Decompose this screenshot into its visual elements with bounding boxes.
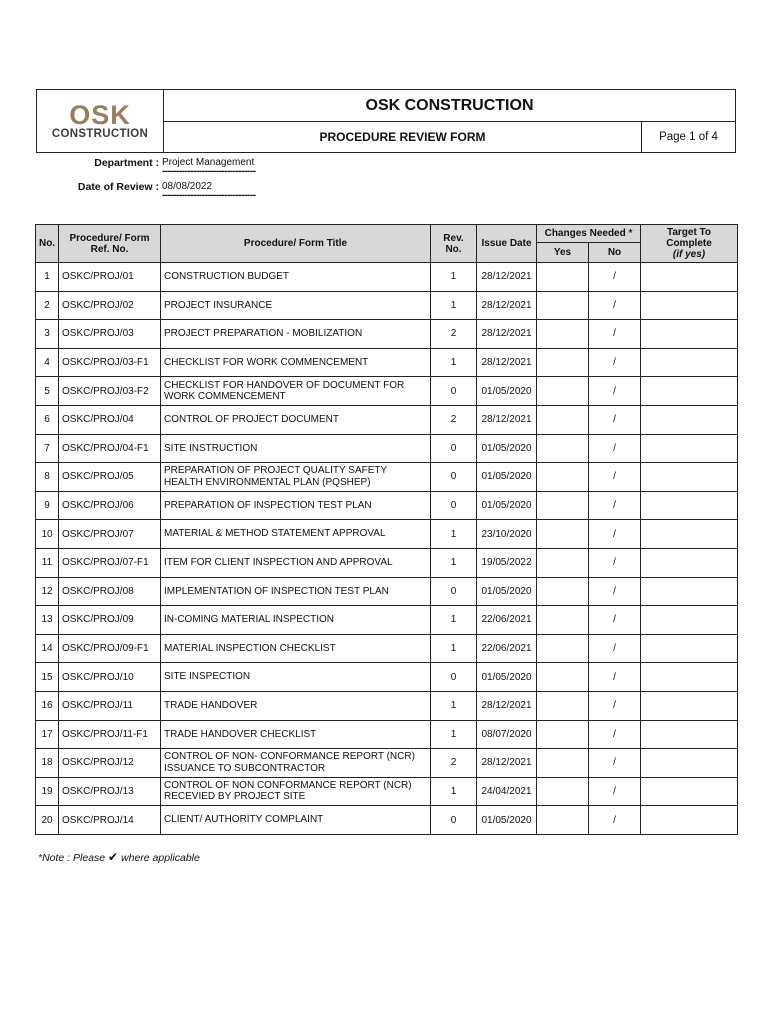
- target-date-cell: [641, 434, 738, 463]
- row-number: 12: [36, 577, 59, 606]
- target-date-cell: [641, 691, 738, 720]
- change-yes-cell: [537, 291, 589, 320]
- ref-number: OSKC/PROJ/09-F1: [59, 634, 161, 663]
- row-number: 5: [36, 377, 59, 406]
- table-row: [36, 777, 738, 806]
- issue-date: 28/12/2021: [477, 405, 537, 434]
- table-row: [36, 720, 738, 749]
- target-date-cell: [641, 291, 738, 320]
- form-header: [36, 89, 736, 153]
- issue-date: 28/12/2021: [477, 291, 537, 320]
- row-number: 7: [36, 434, 59, 463]
- ref-number: OSKC/PROJ/06: [59, 491, 161, 520]
- target-date-cell: [641, 320, 738, 349]
- col-header-changes: Changes Needed *: [537, 225, 641, 243]
- department-value: Project Management: [162, 157, 255, 168]
- row-number: 3: [36, 320, 59, 349]
- change-no-cell: /: [589, 491, 641, 520]
- ref-number: OSKC/PROJ/03-F2: [59, 377, 161, 406]
- change-no-cell: /: [589, 291, 641, 320]
- procedure-title: PROJECT PREPARATION - MOBILIZATION: [161, 320, 431, 349]
- revision-number: 0: [431, 463, 477, 492]
- procedure-title: TRADE HANDOVER CHECKLIST: [161, 720, 431, 749]
- ref-number: OSKC/PROJ/13: [59, 777, 161, 806]
- revision-number: 0: [431, 806, 477, 835]
- procedure-title: CONTROL OF PROJECT DOCUMENT: [161, 405, 431, 434]
- issue-date: 01/05/2020: [477, 491, 537, 520]
- target-date-cell: [641, 777, 738, 806]
- issue-date: 28/12/2021: [477, 691, 537, 720]
- revision-number: 0: [431, 434, 477, 463]
- change-no-cell: /: [589, 777, 641, 806]
- procedure-title: MATERIAL & METHOD STATEMENT APPROVAL: [161, 520, 431, 549]
- target-date-cell: [641, 548, 738, 577]
- ref-number: OSKC/PROJ/10: [59, 663, 161, 692]
- change-yes-cell: [537, 405, 589, 434]
- revision-number: 0: [431, 663, 477, 692]
- target-date-cell: [641, 806, 738, 835]
- change-yes-cell: [537, 320, 589, 349]
- row-number: 9: [36, 491, 59, 520]
- ref-number: OSKC/PROJ/05: [59, 463, 161, 492]
- company-logo: [37, 90, 164, 152]
- logo-text-bottom: CONSTRUCTION: [51, 127, 149, 140]
- col-header-rev: Rev. No.: [431, 225, 477, 263]
- table-row: [36, 491, 738, 520]
- issue-date: 01/05/2020: [477, 463, 537, 492]
- change-no-cell: /: [589, 320, 641, 349]
- procedure-title: PREPARATION OF INSPECTION TEST PLAN: [161, 491, 431, 520]
- target-date-cell: [641, 663, 738, 692]
- issue-date: 28/12/2021: [477, 320, 537, 349]
- ref-number: OSKC/PROJ/07-F1: [59, 548, 161, 577]
- change-yes-cell: [537, 377, 589, 406]
- table-row: [36, 348, 738, 377]
- issue-date: 08/07/2020: [477, 720, 537, 749]
- table-row: [36, 806, 738, 835]
- change-no-cell: /: [589, 405, 641, 434]
- form-name: PROCEDURE REVIEW FORM: [164, 122, 642, 152]
- ref-number: OSKC/PROJ/11: [59, 691, 161, 720]
- target-date-cell: [641, 577, 738, 606]
- col-header-date: Issue Date: [477, 225, 537, 263]
- procedure-title: ITEM FOR CLIENT INSPECTION AND APPROVAL: [161, 548, 431, 577]
- change-yes-cell: [537, 749, 589, 778]
- issue-date: 23/10/2020: [477, 520, 537, 549]
- issue-date: 28/12/2021: [477, 263, 537, 292]
- procedure-title: IMPLEMENTATION OF INSPECTION TEST PLAN: [161, 577, 431, 606]
- procedure-title: IN-COMING MATERIAL INSPECTION: [161, 606, 431, 635]
- row-number: 2: [36, 291, 59, 320]
- target-date-cell: [641, 377, 738, 406]
- change-no-cell: /: [589, 634, 641, 663]
- revision-number: 2: [431, 405, 477, 434]
- ref-number: OSKC/PROJ/04: [59, 405, 161, 434]
- table-row: [36, 291, 738, 320]
- row-number: 4: [36, 348, 59, 377]
- revision-number: 1: [431, 291, 477, 320]
- issue-date: 22/06/2021: [477, 634, 537, 663]
- table-row: [36, 634, 738, 663]
- revision-number: 2: [431, 749, 477, 778]
- procedure-title: CHECKLIST FOR HANDOVER OF DOCUMENT FOR WORK COMMENCEMENT: [161, 377, 431, 406]
- row-number: 17: [36, 720, 59, 749]
- change-yes-cell: [537, 691, 589, 720]
- table-row: [36, 520, 738, 549]
- issue-date: 28/12/2021: [477, 348, 537, 377]
- revision-number: 1: [431, 691, 477, 720]
- revision-number: 1: [431, 606, 477, 635]
- note-text-after: where applicable: [118, 852, 200, 864]
- change-yes-cell: [537, 434, 589, 463]
- issue-date: 01/05/2020: [477, 806, 537, 835]
- change-no-cell: /: [589, 691, 641, 720]
- procedure-title: TRADE HANDOVER: [161, 691, 431, 720]
- department-underline: ---------------------------------: [162, 166, 256, 177]
- col-header-title: Procedure/ Form Title: [161, 225, 431, 263]
- revision-number: 2: [431, 320, 477, 349]
- revision-number: 0: [431, 377, 477, 406]
- issue-date: 24/04/2021: [477, 777, 537, 806]
- date-underline: ---------------------------------: [162, 190, 256, 201]
- note-text-before: *Note : Please: [38, 852, 109, 864]
- target-date-cell: [641, 606, 738, 635]
- table-row: [36, 320, 738, 349]
- procedure-title: PROJECT INSURANCE: [161, 291, 431, 320]
- col-header-ref: Procedure/ Form Ref. No.: [59, 225, 161, 263]
- ref-number: OSKC/PROJ/01: [59, 263, 161, 292]
- change-no-cell: /: [589, 377, 641, 406]
- change-yes-cell: [537, 777, 589, 806]
- row-number: 19: [36, 777, 59, 806]
- procedure-title: SITE INSPECTION: [161, 663, 431, 692]
- target-date-cell: [641, 405, 738, 434]
- revision-number: 0: [431, 577, 477, 606]
- change-no-cell: /: [589, 463, 641, 492]
- change-no-cell: /: [589, 263, 641, 292]
- revision-number: 1: [431, 548, 477, 577]
- table-row: [36, 377, 738, 406]
- target-date-cell: [641, 634, 738, 663]
- table-row: [36, 548, 738, 577]
- change-yes-cell: [537, 263, 589, 292]
- issue-date: 01/05/2020: [477, 377, 537, 406]
- date-label: Date of Review :: [77, 181, 159, 193]
- review-date-line: [36, 181, 336, 201]
- target-date-cell: [641, 491, 738, 520]
- change-no-cell: /: [589, 749, 641, 778]
- ref-number: OSKC/PROJ/11-F1: [59, 720, 161, 749]
- procedure-title: CHECKLIST FOR WORK COMMENCEMENT: [161, 348, 431, 377]
- change-yes-cell: [537, 720, 589, 749]
- change-yes-cell: [537, 663, 589, 692]
- target-date-cell: [641, 749, 738, 778]
- target-date-cell: [641, 520, 738, 549]
- procedure-table: [35, 224, 738, 835]
- row-number: 18: [36, 749, 59, 778]
- table-row: [36, 405, 738, 434]
- row-number: 10: [36, 520, 59, 549]
- table-row: [36, 263, 738, 292]
- ref-number: OSKC/PROJ/12: [59, 749, 161, 778]
- change-no-cell: /: [589, 520, 641, 549]
- company-name: OSK CONSTRUCTION: [164, 90, 735, 122]
- ref-number: OSKC/PROJ/08: [59, 577, 161, 606]
- change-no-cell: /: [589, 348, 641, 377]
- department-line: [36, 157, 336, 177]
- issue-date: 01/05/2020: [477, 577, 537, 606]
- change-no-cell: /: [589, 577, 641, 606]
- change-yes-cell: [537, 463, 589, 492]
- change-yes-cell: [537, 520, 589, 549]
- issue-date: 22/06/2021: [477, 606, 537, 635]
- issue-date: 01/05/2020: [477, 663, 537, 692]
- checkmark-icon: ✔: [108, 850, 119, 864]
- date-value: 08/08/2022: [162, 181, 213, 192]
- table-row: [36, 691, 738, 720]
- row-number: 13: [36, 606, 59, 635]
- ref-number: OSKC/PROJ/14: [59, 806, 161, 835]
- ref-number: OSKC/PROJ/03-F1: [59, 348, 161, 377]
- target-date-cell: [641, 720, 738, 749]
- change-yes-cell: [537, 577, 589, 606]
- procedure-title: PREPARATION OF PROJECT QUALITY SAFETY HEALTH ENVIRONMENTAL PLAN (PQSHEP): [161, 463, 431, 492]
- table-row: [36, 434, 738, 463]
- revision-number: 1: [431, 777, 477, 806]
- ref-number: OSKC/PROJ/04-F1: [59, 434, 161, 463]
- procedure-title: CONTROL OF NON- CONFORMANCE REPORT (NCR) ISSUANCE TO SUBCONTRACTOR: [161, 749, 431, 778]
- procedure-title: SITE INSTRUCTION: [161, 434, 431, 463]
- col-header-no-change: No: [589, 243, 641, 263]
- revision-number: 1: [431, 348, 477, 377]
- col-header-no: No.: [36, 225, 59, 263]
- target-label: Target To Complete: [666, 227, 712, 249]
- table-row: [36, 577, 738, 606]
- change-no-cell: /: [589, 806, 641, 835]
- target-date-cell: [641, 263, 738, 292]
- col-header-yes: Yes: [537, 243, 589, 263]
- revision-number: 1: [431, 634, 477, 663]
- footnote: [38, 850, 200, 864]
- table-row: [36, 663, 738, 692]
- table-row: [36, 606, 738, 635]
- ref-number: OSKC/PROJ/09: [59, 606, 161, 635]
- ref-number: OSKC/PROJ/02: [59, 291, 161, 320]
- header-titles: [164, 90, 735, 152]
- revision-number: 1: [431, 520, 477, 549]
- row-number: 8: [36, 463, 59, 492]
- target-date-cell: [641, 463, 738, 492]
- row-number: 14: [36, 634, 59, 663]
- revision-number: 0: [431, 491, 477, 520]
- change-no-cell: /: [589, 434, 641, 463]
- issue-date: 01/05/2020: [477, 434, 537, 463]
- row-number: 1: [36, 263, 59, 292]
- change-yes-cell: [537, 548, 589, 577]
- row-number: 6: [36, 405, 59, 434]
- target-sublabel: (if yes): [672, 249, 706, 260]
- procedure-title: MATERIAL INSPECTION CHECKLIST: [161, 634, 431, 663]
- page-number: Page 1 of 4: [659, 131, 718, 143]
- change-no-cell: /: [589, 663, 641, 692]
- logo-text-top: OSK: [69, 99, 131, 130]
- row-number: 16: [36, 691, 59, 720]
- change-yes-cell: [537, 806, 589, 835]
- col-header-target: [641, 225, 738, 263]
- procedure-title: CLIENT/ AUTHORITY COMPLAINT: [161, 806, 431, 835]
- change-yes-cell: [537, 491, 589, 520]
- row-number: 15: [36, 663, 59, 692]
- revision-number: 1: [431, 263, 477, 292]
- procedure-title: CONTROL OF NON CONFORMANCE REPORT (NCR) RECEVIED BY PROJECT SITE: [161, 777, 431, 806]
- row-number: 11: [36, 548, 59, 577]
- ref-number: OSKC/PROJ/03: [59, 320, 161, 349]
- target-date-cell: [641, 348, 738, 377]
- change-yes-cell: [537, 634, 589, 663]
- procedure-title: CONSTRUCTION BUDGET: [161, 263, 431, 292]
- change-no-cell: /: [589, 548, 641, 577]
- header-subrow: [164, 122, 735, 152]
- ref-number: OSKC/PROJ/07: [59, 520, 161, 549]
- table-body: [36, 263, 738, 835]
- table-row: [36, 463, 738, 492]
- change-yes-cell: [537, 348, 589, 377]
- change-no-cell: /: [589, 606, 641, 635]
- department-label: Department :: [94, 157, 159, 169]
- table-row: [36, 749, 738, 778]
- issue-date: 28/12/2021: [477, 749, 537, 778]
- revision-number: 1: [431, 720, 477, 749]
- row-number: 20: [36, 806, 59, 835]
- issue-date: 19/05/2022: [477, 548, 537, 577]
- change-yes-cell: [537, 606, 589, 635]
- change-no-cell: /: [589, 720, 641, 749]
